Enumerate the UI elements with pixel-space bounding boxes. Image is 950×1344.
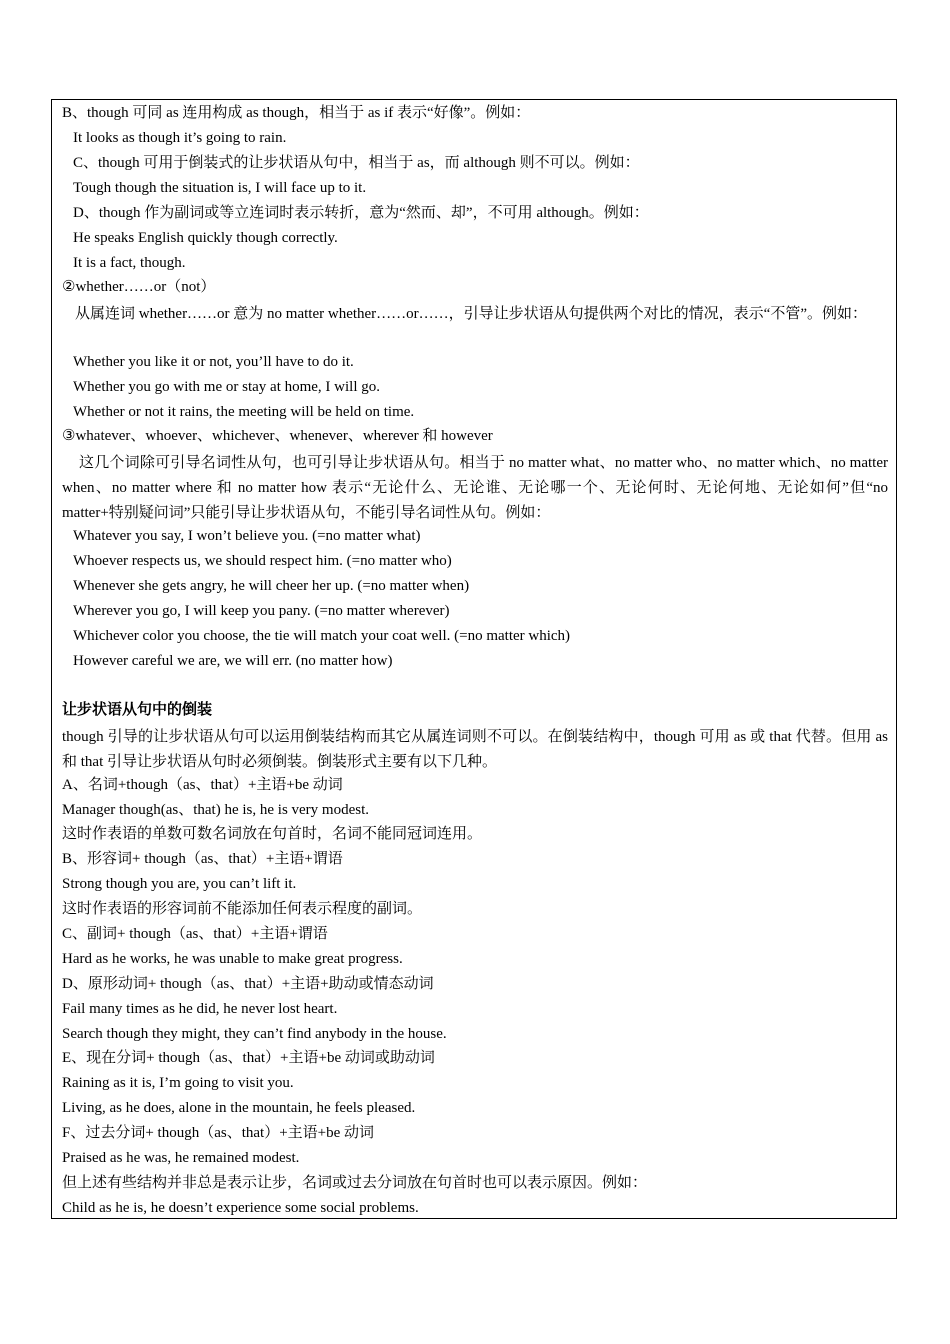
example-line: Strong though you are, you can’t lift it. (62, 876, 297, 892)
section-heading: 让步状语从句中的倒装 (62, 702, 213, 718)
pattern-heading: A、名词+though（as、that）+主语+be 动词 (62, 777, 343, 793)
example-line: Tough though the situation is, I will face up to it. (73, 180, 367, 196)
paragraph: though 引导的让步状语从句可以运用倒装结构而其它从属连词则不可以。在倒装结构中，though 可用 as 或 that 代替。但用 as 和 that 引导让步状语从句时必须倒装。倒装形式主要有以下几种。 (62, 729, 888, 770)
note-line: 这时作表语的形容词前不能添加任何表示程度的副词。 (62, 901, 423, 917)
example-line: Whichever color you choose, the tie will match your coat well. (=no matter which) (73, 628, 571, 644)
example-line: Search though they might, they can’t find anybody in the house. (62, 1026, 447, 1042)
pattern-heading: D、原形动词+ though（as、that）+主语+助动或情态动词 (62, 976, 434, 992)
example-line: He speaks English quickly though correctly. (73, 230, 338, 246)
example-line: Hard as he works, he was unable to make great progress. (62, 951, 403, 967)
pattern-heading: B、形容词+ though（as、that）+主语+谓语 (62, 851, 343, 867)
example-line: It looks as though it’s going to rain. (73, 130, 287, 146)
example-line: Wherever you go, I will keep you pany. (=no matter wherever) (73, 603, 450, 619)
example-line: It is a fact, though. (73, 255, 186, 271)
paragraph: 从属连词 whether……or 意为 no matter whether……or……，引导让步状语从句提供两个对比的情况，表示“不管”。例如： (75, 306, 867, 322)
example-line: Living, as he does, alone in the mountain, he feels pleased. (62, 1100, 416, 1116)
text-line: C、though 可用于倒装式的让步状语从句中，相当于 as，而 although 则不可以。例如： (73, 155, 640, 171)
text-line: D、though 作为副词或等立连词时表示转折，意为“然而、却”，不可用 although。例如： (73, 205, 649, 221)
paragraph: 这几个词除可引导名词性从句，也可引导让步状语从句。相当于 no matter what、no matter who、no matter which、no matter when、no matter where 和 no matter how 表示“无论什么、无论谁、无论哪一个、无论何时、无论何地、无论如何”但“no matter+特别疑问词”只能引导让步状语从句，不能引导名词性从句。例如： (62, 455, 888, 521)
content-box (51, 99, 897, 1219)
pattern-heading: E、现在分词+ though（as、that）+主语+be 动词或助动词 (62, 1050, 435, 1066)
pattern-heading: C、副词+ though（as、that）+主语+谓语 (62, 926, 328, 942)
example-line: Whether you like it or not, you’ll have to do it. (73, 354, 354, 370)
example-line: Child as he is, he doesn’t experience some social problems. (62, 1200, 419, 1216)
example-line: Praised as he was, he remained modest. (62, 1150, 300, 1166)
subheading: ②whether……or（not） (62, 279, 216, 295)
example-line: Whoever respects us, we should respect him. (=no matter who) (73, 553, 452, 569)
note-line: 但上述有些结构并非总是表示让步，名词或过去分词放在句首时也可以表示原因。例如： (62, 1175, 648, 1191)
example-line: Manager though(as、that) he is, he is very modest. (62, 802, 370, 818)
example-line: Raining as it is, I’m going to visit you. (62, 1075, 294, 1091)
note-line: 这时作表语的单数可数名词放在句首时，名词不能同冠词连用。 (62, 826, 483, 842)
subheading: ③whatever、whoever、whichever、whenever、wherever 和 however (62, 428, 493, 444)
text-line: B、though 可同 as 连用构成 as though，相当于 as if 表示“好像”。例如： (62, 105, 531, 121)
example-line: Whether you go with me or stay at home, I will go. (73, 379, 381, 395)
example-line: Whether or not it rains, the meeting will be held on time. (73, 404, 415, 420)
example-line: Fail many times as he did, he never lost heart. (62, 1001, 338, 1017)
example-line: Whatever you say, I won’t believe you. (=no matter what) (73, 528, 421, 544)
example-line: Whenever she gets angry, he will cheer her up. (=no matter when) (73, 578, 470, 594)
pattern-heading: F、过去分词+ though（as、that）+主语+be 动词 (62, 1125, 375, 1141)
example-line: However careful we are, we will err. (no matter how) (73, 653, 393, 669)
